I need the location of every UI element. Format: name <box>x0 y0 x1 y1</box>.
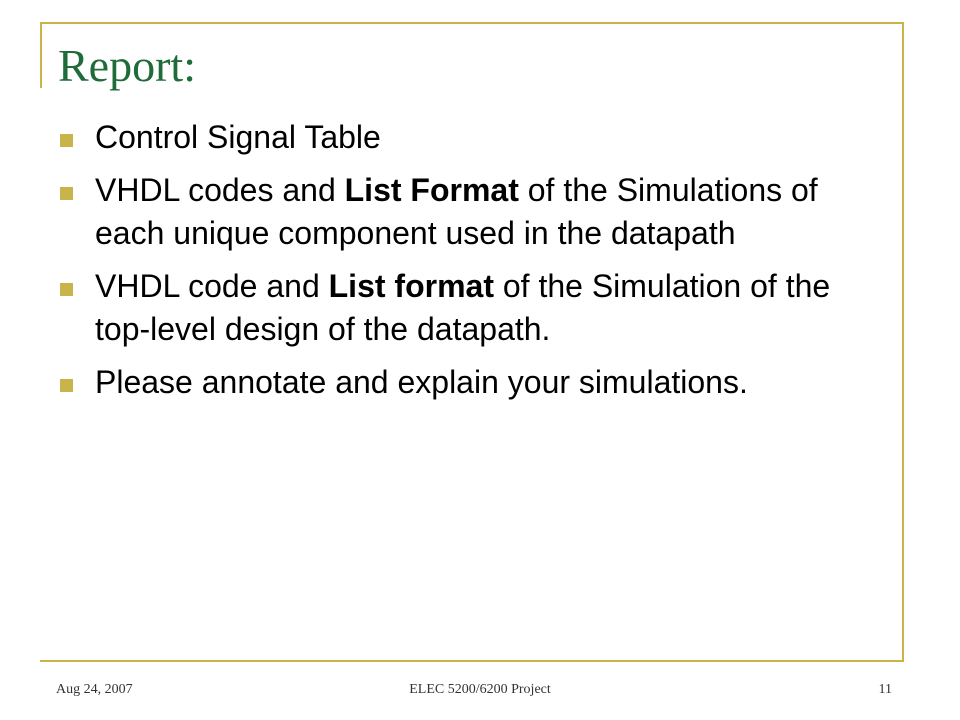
bullet-item-annotate <box>60 361 890 404</box>
square-bullet-icon <box>60 187 73 200</box>
bullet-item-control-signal-table <box>60 116 890 159</box>
bullet-list <box>60 116 890 414</box>
frame-top-line <box>40 22 904 24</box>
square-bullet-icon <box>60 134 73 147</box>
slide-title: Report: <box>58 40 196 91</box>
bullet-item-vhdl-components <box>60 169 890 255</box>
square-bullet-icon <box>60 379 73 392</box>
frame-bottom-line <box>40 660 904 662</box>
frame-left-line <box>40 22 42 88</box>
bullet-text-bold: List format <box>328 268 494 304</box>
bullet-text: Control Signal Table <box>95 119 381 155</box>
square-bullet-icon <box>60 283 73 296</box>
page-number: 11 <box>878 682 892 697</box>
bullet-item-vhdl-top-level <box>60 265 890 351</box>
bullet-text-bold: List Format <box>344 172 519 208</box>
frame-right-line <box>902 22 904 662</box>
bullet-text-post: of the Simulations of each unique component used in the datapath <box>95 172 818 251</box>
footer-course: ELEC 5200/6200 Project <box>409 682 551 697</box>
bullet-text: Please annotate and explain your simulations. <box>95 364 748 400</box>
bullet-text-pre: VHDL code and <box>95 268 329 304</box>
bullet-text-post: of the Simulation of the top-level design of the datapath. <box>95 268 831 347</box>
footer-date: Aug 24, 2007 <box>56 682 133 697</box>
bullet-text-pre: VHDL codes and <box>95 172 345 208</box>
